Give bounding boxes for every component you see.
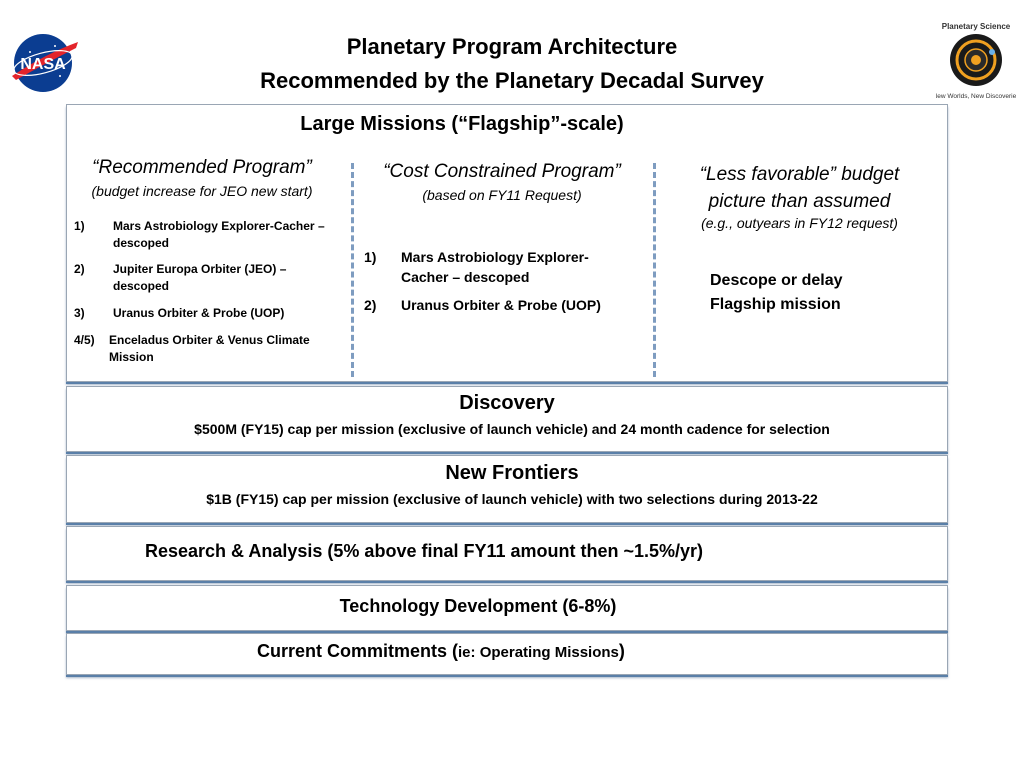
recommended-title: “Recommended Program” [92,157,312,178]
research-analysis-text: Research & Analysis (5% above final FY11 amount then ~1.5%/yr) [145,541,704,561]
less-favorable-subtitle: (e.g., outyears in FY12 request) [701,215,898,231]
new-frontiers-detail: $1B (FY15) cap per mission (exclusive of launch vehicle) with two selections during 2013-22 [206,491,818,507]
list-item: 3) Uranus Orbiter & Probe (UOP) [74,306,285,320]
current-commitments-note: ie: Operating Missions [458,644,619,661]
current-commitments-close: ) [618,641,625,661]
column-divider [653,163,656,377]
planetary-science-logo-tagline: New Worlds, New Discoveries [936,93,1016,100]
current-commitments-box [66,633,948,675]
less-favorable-title: “Less favorable” budget picture than assumed [699,164,900,212]
new-frontiers-box [66,455,948,523]
list-item: 2) Jupiter Europa Orbiter (JEO) – descoped [74,262,287,293]
cost-constrained-title: “Cost Constrained Program” [383,161,621,182]
list-item: 4/5) Enceladus Orbiter & Venus Climate Mission [74,333,310,364]
list-item: 2) Uranus Orbiter & Probe (UOP) [364,297,601,313]
planetary-science-logo-title: Planetary Science [941,22,1011,31]
discovery-detail: $500M (FY15) cap per mission (exclusive of launch vehicle) and 24 month cadence for selection [194,421,830,437]
cost-constrained-subtitle: (based on FY11 Request) [422,187,582,203]
technology-development-text: Technology Development (6-8%) [339,596,617,616]
less-favorable-note: Descope or delay Flagship mission [710,272,843,313]
recommended-subtitle: (budget increase for JEO new start) [91,183,313,199]
discovery-heading: Discovery [459,392,555,414]
large-missions-heading: Large Missions (“Flagship”-scale) [300,113,624,135]
title-line-1: Planetary Program Architecture [346,34,678,59]
list-item: 1) Mars Astrobiology Explorer-Cacher – descoped [74,219,325,250]
current-commitments-text [257,641,625,662]
discovery-box [66,386,948,452]
new-frontiers-heading: New Frontiers [445,462,579,484]
title-line-2: Recommended by the Planetary Decadal Survey [260,68,764,93]
research-analysis-box [66,526,948,581]
list-item: 1) Mars Astrobiology Explorer-Cacher – descoped [364,249,589,285]
column-divider [351,163,354,377]
technology-development-box [66,585,948,631]
current-commitments-label: Current Commitments ( [257,641,459,661]
large-missions-box [66,104,948,382]
nasa-logo-text: NASA [20,56,66,73]
page-title [0,30,1024,98]
